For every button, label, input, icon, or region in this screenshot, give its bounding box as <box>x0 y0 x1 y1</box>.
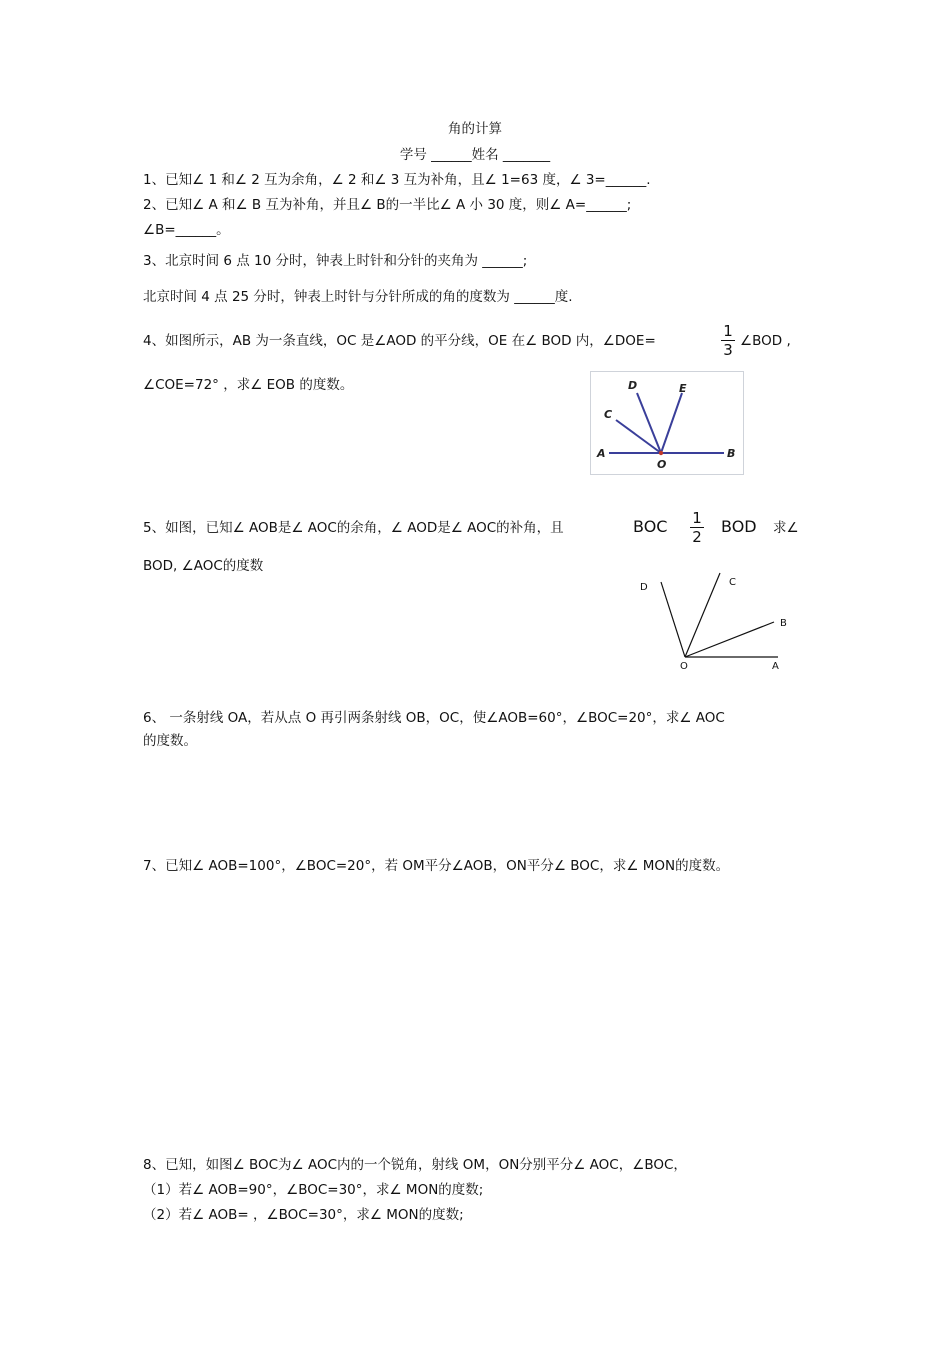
label-a: A <box>597 447 606 460</box>
question-7: 7、已知∠ AOB=100°，∠BOC=20°，若 OM平分∠AOB，ON平分∠ BOC，求∠ MON的度数。 <box>143 858 730 874</box>
label-c: C <box>729 577 736 588</box>
question-3-line-2: 北京时间 4 点 25 分时，钟表上时针与分针所成的角的度数为 ______度. <box>143 289 573 305</box>
label-o: O <box>657 458 667 471</box>
page-title: 角的计算 <box>448 121 502 137</box>
fraction-numerator: 1 <box>723 322 733 340</box>
ray-oc <box>685 573 720 657</box>
question-5-line-2: BOD, ∠AOC的度数 <box>143 558 264 574</box>
question-3-line-1: 3、北京时间 6 点 10 分时，钟表上时针和分针的夹角为 ______; <box>143 253 528 269</box>
figure-frame <box>591 372 744 475</box>
question-8-line-2: （1）若∠ AOB=90°，∠BOC=30°，求∠ MON的度数; <box>143 1182 484 1198</box>
question-8-line-3: （2）若∠ AOB= ，∠BOC=30°，求∠ MON的度数; <box>143 1207 464 1223</box>
question-1: 1、已知∠ 1 和∠ 2 互为余角，∠ 2 和∠ 3 互为补角，且∠ 1=63 度，∠ 3=______. <box>143 172 651 188</box>
question-4-figure <box>590 371 744 475</box>
question-5-figure <box>630 570 800 675</box>
question-5-bod: BOD <box>721 517 757 536</box>
question-4-line-1b: ∠BOD , <box>740 333 791 349</box>
label-e: E <box>679 382 687 395</box>
label-d: D <box>628 379 638 392</box>
question-2-line-2: ∠B=______。 <box>143 222 230 238</box>
label-b: B <box>727 447 736 460</box>
point-o <box>659 451 663 455</box>
question-5-fraction <box>690 510 704 545</box>
label-d: D <box>640 582 648 593</box>
ray-od <box>661 582 685 657</box>
fraction-denominator: 3 <box>723 341 733 359</box>
question-5-boc: BOC <box>633 517 668 536</box>
label-c: C <box>604 408 613 421</box>
label-b: B <box>780 618 787 629</box>
question-4-fraction <box>721 323 735 358</box>
question-4-line-2: ∠COE=72° ，求∠ EOB 的度数。 <box>143 377 354 393</box>
student-info-line: 学号 ______姓名 _______ <box>399 147 551 163</box>
question-4-line-1a: 4、如图所示，AB 为一条直线，OC 是∠AOD 的平分线，OE 在∠ BOD 内，∠DOE= <box>143 333 656 349</box>
label-a: A <box>772 661 779 672</box>
label-o: O <box>680 661 688 672</box>
question-5-line-1b: 求∠ <box>773 520 799 536</box>
question-6-line-2: 的度数。 <box>143 733 197 749</box>
fraction-numerator: 1 <box>692 509 702 527</box>
ray-ob <box>685 622 774 657</box>
question-6-line-1: 6、 一条射线 OA，若从点 O 再引两条射线 OB，OC，使∠AOB=60°，∠BOC=20°，求∠ AOC <box>143 710 725 726</box>
ray-oe <box>661 393 682 453</box>
question-2-line-1: 2、已知∠ A 和∠ B 互为补角，并且∠ B的一半比∠ A 小 30 度，则∠ A=______; <box>143 197 632 213</box>
question-8-line-1: 8、已知，如图∠ BOC为∠ AOC内的一个锐角，射线 OM，ON分别平分∠ AOC，∠BOC， <box>143 1157 687 1173</box>
question-5-line-1a: 5、如图，已知∠ AOB是∠ AOC的余角，∠ AOD是∠ AOC的补角，且 <box>143 520 564 536</box>
fraction-denominator: 2 <box>692 528 702 546</box>
